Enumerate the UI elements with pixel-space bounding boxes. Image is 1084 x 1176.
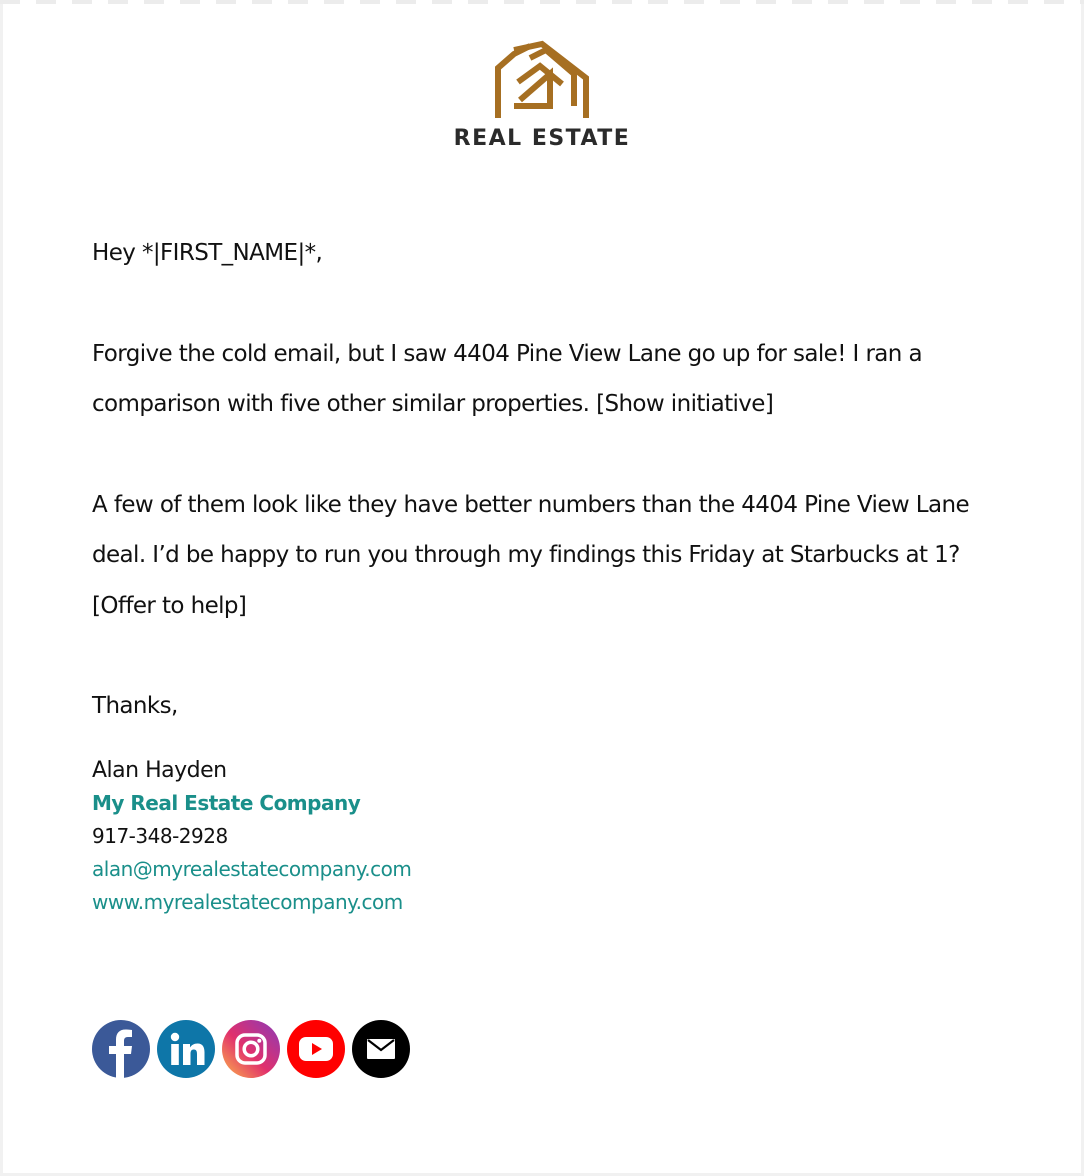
linkedin-icon[interactable] — [157, 1020, 215, 1078]
email-icon[interactable] — [352, 1020, 410, 1078]
social-links — [92, 1020, 410, 1078]
logo-text: REAL ESTATE — [453, 126, 631, 151]
closing: Thanks, — [92, 693, 178, 719]
signature-phone: 917-348-2928 — [92, 823, 228, 848]
signature-company: My Real Estate Company — [92, 790, 361, 815]
email-body — [92, 228, 992, 919]
house-logo-icon — [494, 40, 590, 118]
greeting: Hey *|FIRST_NAME|*, — [92, 240, 323, 266]
signature-email-link[interactable]: alan@myrealestatecompany.com — [92, 856, 412, 881]
facebook-icon[interactable] — [92, 1020, 150, 1078]
instagram-icon[interactable] — [222, 1020, 280, 1078]
youtube-icon[interactable] — [287, 1020, 345, 1078]
paragraph-1: Forgive the cold email, but I saw 4404 Pine View Lane go up for sale! I ran a comparison with five other similar properties. [Show initiative] — [92, 340, 922, 417]
signature-name: Alan Hayden — [92, 757, 227, 783]
paragraph-2: A few of them look like they have better numbers than the 4404 Pine View Lane deal. I’d be happy to run you through my findings this Friday at Starbucks at 1? [Offer to help] — [92, 491, 970, 619]
top-dashed-border — [0, 0, 1084, 4]
company-logo — [440, 40, 644, 151]
signature-website-link[interactable]: www.myrealestatecompany.com — [92, 889, 403, 914]
